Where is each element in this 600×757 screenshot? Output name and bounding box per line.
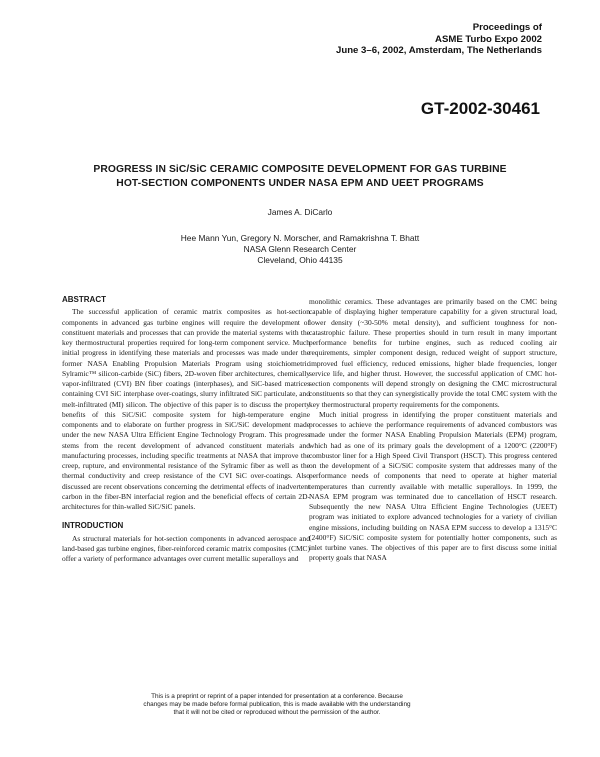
author-block xyxy=(80,233,520,266)
primary-author: James A. DiCarlo xyxy=(267,207,333,217)
preprint-notice: This is a preprint or reprint of a paper intended for presentation at a conference. Because changes may be made before formal publication, this is made available with the understanding that it will not be cited or reproduced without the permission of the author. xyxy=(143,693,411,717)
paper-title xyxy=(40,163,560,190)
conference-name: ASME Turbo Expo 2002 xyxy=(435,33,542,45)
left-column xyxy=(62,295,310,564)
right-column xyxy=(309,297,557,564)
coauthors: Hee Mann Yun, Gregory N. Morscher, and Ramakrishna T. Bhatt xyxy=(180,233,420,243)
location: Cleveland, Ohio 44135 xyxy=(257,255,343,265)
abstract-text: The successful application of ceramic matrix composites as hot-section components in advanced gas turbine engines will require the development of constituent materials and processes that can provide the material systems with the key thermostructural properties required for long-term component service. Much initial progress in identifying these materials and processes was made under the former NASA Enabling Propulsion Materials Program using stoichiometric Sylramic™ silicon-carbide (SiC) fibers, 2D-woven fiber architectures, chemically vapor-infiltrated (CVI) BN fiber coatings (interphases), and SiC-based matrices containing CVI SiC interphase over-coatings, slurry infiltrated SiC particulate, and melt-infiltrated (MI) silicon. The objective of this paper is to discuss the property benefits of this SiC/SiC composite system for high-temperature engine components and to elaborate on further progress in SiC/SiC development made under the new NASA Ultra Efficient Engine Technology Program. This progress stems from the recent development of advanced constituent materials and manufacturing processes, including specific treatments at NASA that improve the creep, rupture, and environmental resistance of the Sylramic fiber as well as the thermal conductivity and creep resistance of the CVI SiC over-coatings. Also discussed are recent observations concerning the detrimental effects of inadvertent carbon in the fiber-BN interfacial region and the beneficial effects of certain 2D-architectures for thin-walled SiC/SiC panels. xyxy=(62,307,310,511)
body-paragraph-1: monolithic ceramics. These advantages are primarily based on the CMC being capable of displaying higher temperature capability for a given structural load, lower density (~30-50% metal density), and sufficient toughness for non-catastrophic failure. These properties should in turn result in many important performance benefits for turbine engines, such as reduced cooling air requirements, simpler component design, reduced weight of support structure, improved fuel efficiency, reduced emissions, higher blade frequencies, longer service life, and higher thrust. However, the successful application of CMC hot-section components will depend strongly on designing the CMC microstructural constituents so that they can synergistically provide the total CMC system with the key thermostructural property requirements for the components. xyxy=(309,297,557,409)
abstract-heading: ABSTRACT xyxy=(62,295,106,304)
introduction-heading: INTRODUCTION xyxy=(62,521,124,531)
introduction-text: As structural materials for hot-section components in advanced aerospace and land-based gas turbine engines, fiber-reinforced ceramic matrix composites (CMC) offer a variety of performance advantages over current metallic superalloys and xyxy=(62,533,310,563)
title-line-2: HOT-SECTION COMPONENTS UNDER NASA EPM AND UEET PROGRAMS xyxy=(116,177,484,189)
affiliation: NASA Glenn Research Center xyxy=(243,244,357,254)
body-paragraph-2: Much initial progress in identifying the proper constituent materials and processes to achieve the performance requirements of advanced combustors was made under the former NASA Enabling Propulsion Materials (EPM) program, which had as one of its primary goals the development of a 1200°C (2200°F) combustor liner for a High Speed Civil Transport (HSCT). This progress centered on the development of a SiC/SiC composite system that addresses many of the performance needs of components that need to operate at higher material temperatures than currently available with metallic superalloys. In 1999, the NASA EPM program was terminated due to cancellation of HSCT research. Subsequently the new NASA Ultra Efficient Engine Technologies (UEET) program was initiated to explore advanced technologies for a variety of civilian engine missions, including building on NASA EPM success to develop a 1315°C (2400°F) SiC/SiC composite system for potentially hotter components, such as inlet turbine vanes. The objectives of this paper are to first discuss some initial property goals that NASA xyxy=(309,409,557,563)
conference-date-location: June 3–6, 2002, Amsterdam, The Netherlands xyxy=(336,45,542,56)
title-line-1: PROGRESS IN SiC/SiC CERAMIC COMPOSITE DEVELOPMENT FOR GAS TURBINE xyxy=(93,164,507,175)
proceedings-label: Proceedings of xyxy=(472,22,542,33)
proceedings-header xyxy=(336,22,542,57)
paper-id: GT-2002-30461 xyxy=(420,99,540,118)
